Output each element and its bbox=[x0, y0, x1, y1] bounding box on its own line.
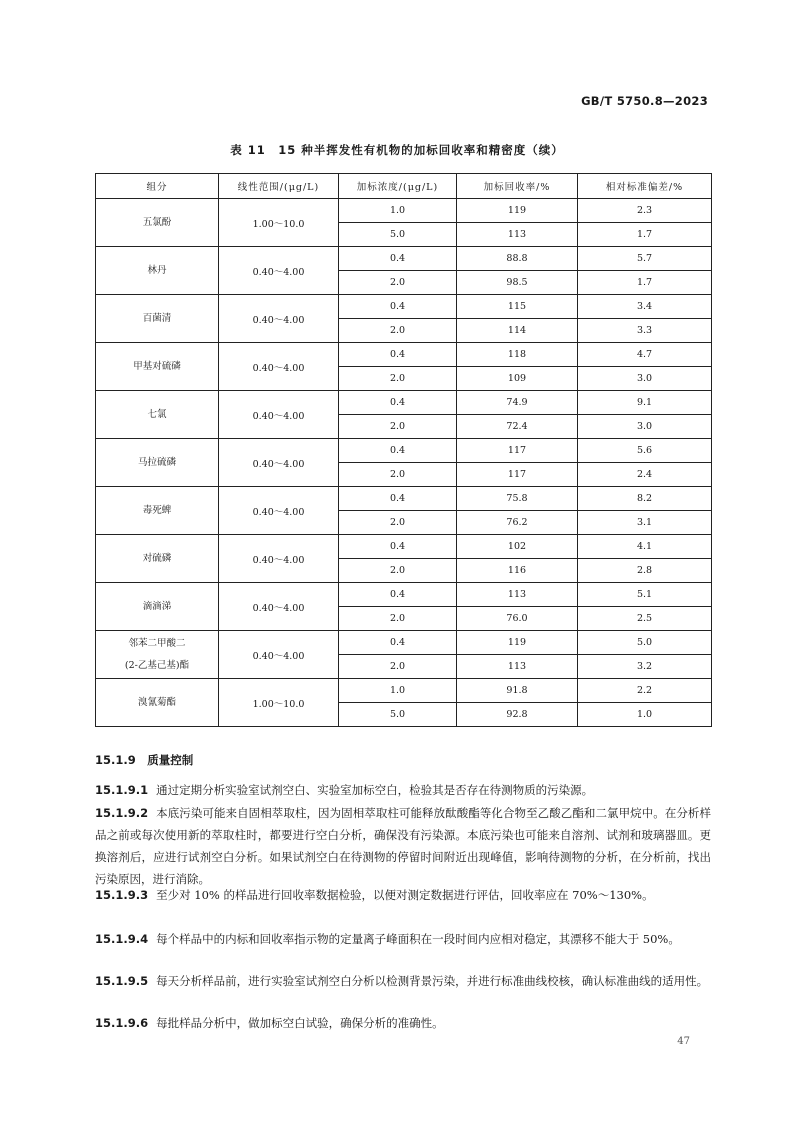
spike-conc-cell: 0.4 bbox=[339, 631, 457, 655]
table-row bbox=[96, 679, 712, 703]
linear-range-cell: 0.40～4.00 bbox=[219, 343, 339, 391]
clause-number: 15.1.9.1 bbox=[95, 783, 149, 797]
linear-range-cell: 0.40～4.00 bbox=[219, 439, 339, 487]
rsd-cell: 3.3 bbox=[578, 319, 712, 343]
linear-range-cell: 0.40～4.00 bbox=[219, 535, 339, 583]
recovery-cell: 72.4 bbox=[457, 415, 578, 439]
paragraph-15-1-9-4 bbox=[95, 928, 711, 950]
recovery-cell: 109 bbox=[457, 367, 578, 391]
header-recovery: 加标回收率/% bbox=[457, 174, 578, 199]
spike-conc-cell: 0.4 bbox=[339, 343, 457, 367]
clause-text: 至少对 10% 的样品进行回收率数据检验，以便对测定数据进行评估，回收率应在 70%～130%。 bbox=[156, 888, 654, 902]
paragraph-15-1-9-5 bbox=[95, 970, 711, 992]
rsd-cell: 4.1 bbox=[578, 535, 712, 559]
clause-text: 每天分析样品前，进行实验室试剂空白分析以检测背景污染，并进行标准曲线校核，确认标准曲线的适用性。 bbox=[156, 974, 709, 988]
table-header-row bbox=[96, 174, 712, 199]
recovery-cell: 113 bbox=[457, 655, 578, 679]
recovery-cell: 119 bbox=[457, 631, 578, 655]
rsd-cell: 2.3 bbox=[578, 199, 712, 223]
linear-range-cell: 0.40～4.00 bbox=[219, 487, 339, 535]
table-row bbox=[96, 199, 712, 223]
clause-text: 本底污染可能来自固相萃取柱，因为固相萃取柱可能释放酞酸酯等化合物至乙酸乙酯和二氯甲烷中。在分析样品之前或每次使用新的萃取柱时，都要进行空白分析，确保没有污染源。本底污染也可能来自溶剂、试剂和玻璃器皿。更换溶剂后，应进行试剂空白分析。如果试剂空白在待测物的停留时间附近出现峰值，影响待测物的分析，在分析前，找出污染原因，进行消除。 bbox=[95, 806, 711, 886]
clause-number: 15.1.9.5 bbox=[95, 974, 149, 988]
spike-conc-cell: 2.0 bbox=[339, 511, 457, 535]
component-name-cell: 五氯酚 bbox=[96, 199, 219, 247]
table-row bbox=[96, 487, 712, 511]
recovery-cell: 114 bbox=[457, 319, 578, 343]
rsd-cell: 3.1 bbox=[578, 511, 712, 535]
linear-range-cell: 0.40～4.00 bbox=[219, 247, 339, 295]
spike-conc-cell: 2.0 bbox=[339, 367, 457, 391]
table-row bbox=[96, 439, 712, 463]
component-name-cell: 滴滴涕 bbox=[96, 583, 219, 631]
rsd-cell: 2.2 bbox=[578, 679, 712, 703]
spike-conc-cell: 0.4 bbox=[339, 295, 457, 319]
component-name-cell: 百菌清 bbox=[96, 295, 219, 343]
recovery-cell: 113 bbox=[457, 223, 578, 247]
spike-conc-cell: 2.0 bbox=[339, 271, 457, 295]
spike-conc-cell: 2.0 bbox=[339, 415, 457, 439]
spike-conc-cell: 5.0 bbox=[339, 703, 457, 727]
spike-conc-cell: 0.4 bbox=[339, 487, 457, 511]
component-name-cell: 马拉硫磷 bbox=[96, 439, 219, 487]
component-name-cell: 毒死蜱 bbox=[96, 487, 219, 535]
table-caption: 表 11 15 种半挥发性有机物的加标回收率和精密度（续） bbox=[230, 143, 564, 157]
component-name-cell: 林丹 bbox=[96, 247, 219, 295]
spike-conc-cell: 2.0 bbox=[339, 463, 457, 487]
table-row bbox=[96, 535, 712, 559]
rsd-cell: 1.7 bbox=[578, 271, 712, 295]
recovery-cell: 113 bbox=[457, 583, 578, 607]
table-body bbox=[96, 199, 712, 727]
rsd-cell: 2.4 bbox=[578, 463, 712, 487]
spike-conc-cell: 1.0 bbox=[339, 199, 457, 223]
rsd-cell: 3.0 bbox=[578, 415, 712, 439]
rsd-cell: 8.2 bbox=[578, 487, 712, 511]
component-name-cell: 甲基对硫磷 bbox=[96, 343, 219, 391]
spike-conc-cell: 0.4 bbox=[339, 583, 457, 607]
recovery-cell: 74.9 bbox=[457, 391, 578, 415]
clause-number: 15.1.9.3 bbox=[95, 888, 149, 902]
spike-conc-cell: 2.0 bbox=[339, 559, 457, 583]
rsd-cell: 2.5 bbox=[578, 607, 712, 631]
recovery-cell: 88.8 bbox=[457, 247, 578, 271]
clause-text: 每批样品分析中，做加标空白试验，确保分析的准确性。 bbox=[156, 1016, 444, 1030]
rsd-cell: 2.8 bbox=[578, 559, 712, 583]
linear-range-cell: 1.00～10.0 bbox=[219, 199, 339, 247]
component-name-cell: 溴氰菊酯 bbox=[96, 679, 219, 727]
clause-text: 每个样品中的内标和回收率指示物的定量离子峰面积在一段时间内应相对稳定，其漂移不能大于 50%。 bbox=[156, 932, 680, 946]
spike-conc-cell: 5.0 bbox=[339, 223, 457, 247]
rsd-cell: 9.1 bbox=[578, 391, 712, 415]
header-spike-conc: 加标浓度/(μg/L) bbox=[339, 174, 457, 199]
spike-conc-cell: 0.4 bbox=[339, 247, 457, 271]
table-row bbox=[96, 247, 712, 271]
table-row bbox=[96, 583, 712, 607]
spike-conc-cell: 2.0 bbox=[339, 655, 457, 679]
section-title: 15.1.9 质量控制 bbox=[95, 753, 194, 767]
recovery-cell: 76.2 bbox=[457, 511, 578, 535]
rsd-cell: 5.7 bbox=[578, 247, 712, 271]
recovery-cell: 117 bbox=[457, 463, 578, 487]
rsd-cell: 5.0 bbox=[578, 631, 712, 655]
rsd-cell: 3.4 bbox=[578, 295, 712, 319]
paragraph-15-1-9-6 bbox=[95, 1012, 711, 1034]
component-name-cell: 对硫磷 bbox=[96, 535, 219, 583]
table-row bbox=[96, 391, 712, 415]
rsd-cell: 5.1 bbox=[578, 583, 712, 607]
table-row bbox=[96, 631, 712, 655]
spike-conc-cell: 2.0 bbox=[339, 319, 457, 343]
recovery-cell: 116 bbox=[457, 559, 578, 583]
spike-conc-cell: 0.4 bbox=[339, 439, 457, 463]
linear-range-cell: 1.00～10.0 bbox=[219, 679, 339, 727]
recovery-cell: 102 bbox=[457, 535, 578, 559]
paragraph-15-1-9-1 bbox=[95, 779, 711, 801]
paragraph-15-1-9-2 bbox=[95, 802, 711, 890]
rsd-cell: 1.0 bbox=[578, 703, 712, 727]
recovery-cell: 98.5 bbox=[457, 271, 578, 295]
linear-range-cell: 0.40～4.00 bbox=[219, 631, 339, 679]
recovery-cell: 117 bbox=[457, 439, 578, 463]
linear-range-cell: 0.40～4.00 bbox=[219, 391, 339, 439]
header-linear-range: 线性范围/(μg/L) bbox=[219, 174, 339, 199]
recovery-cell: 118 bbox=[457, 343, 578, 367]
standard-code: GB/T 5750.8—2023 bbox=[581, 94, 708, 108]
table-row bbox=[96, 295, 712, 319]
paragraph-15-1-9-3 bbox=[95, 884, 711, 906]
rsd-cell: 4.7 bbox=[578, 343, 712, 367]
spike-conc-cell: 0.4 bbox=[339, 535, 457, 559]
clause-number: 15.1.9.6 bbox=[95, 1016, 149, 1030]
spike-conc-cell: 0.4 bbox=[339, 391, 457, 415]
rsd-cell: 3.0 bbox=[578, 367, 712, 391]
recovery-cell: 92.8 bbox=[457, 703, 578, 727]
rsd-cell: 1.7 bbox=[578, 223, 712, 247]
table-row bbox=[96, 343, 712, 367]
recovery-cell: 75.8 bbox=[457, 487, 578, 511]
clause-number: 15.1.9.4 bbox=[95, 932, 149, 946]
spike-conc-cell: 1.0 bbox=[339, 679, 457, 703]
recovery-cell: 76.0 bbox=[457, 607, 578, 631]
header-component: 组分 bbox=[96, 174, 219, 199]
recovery-precision-table bbox=[95, 173, 712, 727]
rsd-cell: 5.6 bbox=[578, 439, 712, 463]
page-number: 47 bbox=[677, 1036, 690, 1047]
recovery-cell: 119 bbox=[457, 199, 578, 223]
linear-range-cell: 0.40～4.00 bbox=[219, 583, 339, 631]
clause-text: 通过定期分析实验室试剂空白、实验室加标空白，检验其是否存在待测物质的污染源。 bbox=[156, 783, 594, 797]
recovery-cell: 115 bbox=[457, 295, 578, 319]
component-name-cell: 邻苯二甲酸二 (2-乙基己基)酯 bbox=[96, 631, 219, 679]
recovery-cell: 91.8 bbox=[457, 679, 578, 703]
header-rsd: 相对标准偏差/% bbox=[578, 174, 712, 199]
linear-range-cell: 0.40～4.00 bbox=[219, 295, 339, 343]
component-name-cell: 七氯 bbox=[96, 391, 219, 439]
spike-conc-cell: 2.0 bbox=[339, 607, 457, 631]
rsd-cell: 3.2 bbox=[578, 655, 712, 679]
clause-number: 15.1.9.2 bbox=[95, 806, 149, 820]
